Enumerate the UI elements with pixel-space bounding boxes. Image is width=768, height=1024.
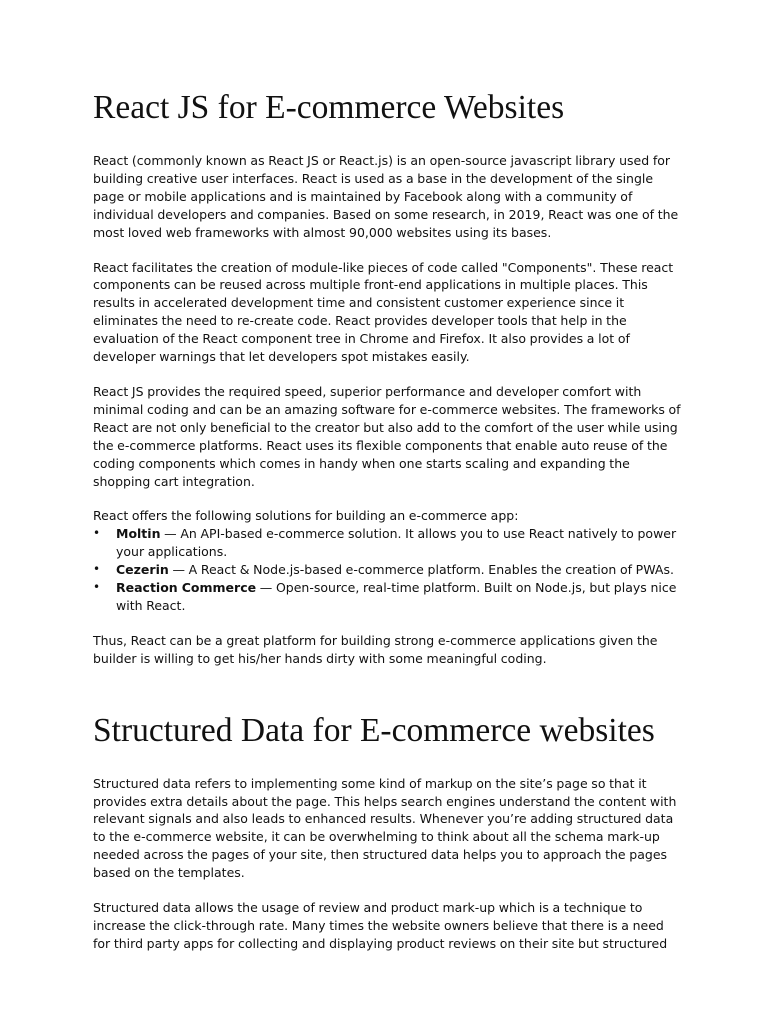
bullet-icon: • [93, 580, 101, 595]
paragraph: Thus, React can be a great platform for building strong e-commerce applications given the builder is willing to get his/her hands dirty with some meaningful coding. [93, 632, 658, 666]
list-item [93, 525, 682, 561]
section-heading: React JS for E-commerce Websites [93, 89, 565, 126]
solution-name: Reaction Commerce [116, 580, 257, 596]
bullet-icon: • [93, 526, 101, 541]
paragraph: React facilitates the creation of module-like pieces of code called "Components". These react components can be reused across multiple front-end applications in multiple places. This results in accelerated development time and consistent customer experience since it eliminates the need to re-create code. React provides developer tools that help in the evaluation of the React component tree in Chrome and Firefox. It also provides a lot of developer warnings that let developers spot mistakes easily. [93, 259, 674, 365]
solution-name: Cezerin [116, 562, 169, 578]
bullet-icon: • [93, 562, 101, 577]
solution-name: Moltin [116, 526, 161, 542]
list-intro: React offers the following solutions for building an e-commerce app: [93, 508, 519, 524]
solution-description: — A React & Node.js-based e-commerce platform. Enables the creation of PWAs. [168, 562, 674, 578]
list-item [93, 561, 682, 579]
paragraph: React JS provides the required speed, superior performance and developer comfort with minimal coding and can be an amazing software for e-commerce websites. The frameworks of React are not only beneficial to the creator but also add to the comfort of the user while using the e-commerce platforms. React uses its flexible components that enable auto reuse of the coding components which comes in handy when one starts scaling and expanding the shopping cart integration. [93, 383, 681, 489]
solution-description: — An API-based e-commerce solution. It allows you to use React natively to power your applications. [116, 526, 677, 560]
section-structured-data [93, 711, 682, 953]
paragraph: Structured data refers to implementing some kind of markup on the site’s page so that it provides extra details about the page. This helps search engines understand the content with relevant signals and also leads to enhanced results. Whenever you’re adding structured data to the e-commerce website, it can be overwhelming to think about all the schema mark-up needed across the pages of your site, then structured data helps you to approach the pages based on the templates. [93, 775, 677, 881]
list-item [93, 579, 682, 615]
solution-description: — Open-source, real-time platform. Built on Node.js, but plays nice with React. [116, 580, 677, 613]
section-heading: Structured Data for E-commerce websites [93, 711, 655, 749]
paragraph: Structured data allows the usage of review and product mark-up which is a technique to increase the click-through rate. Many times the website owners believe that there is a need for third party apps for collecting and displaying product reviews on their site but structured [93, 900, 668, 951]
section-react-js [93, 0, 682, 668]
solutions-list [93, 525, 682, 615]
paragraph: React (commonly known as React JS or React.js) is an open-source javascript library used for building creative user interfaces. React is used as a base in the development of the single page or mobile applications and is maintained by Facebook along with a community of individual developers and companies. Based on some research, in 2019, React was one of the most loved web frameworks with almost 90,000 websites using its bases. [93, 153, 679, 240]
